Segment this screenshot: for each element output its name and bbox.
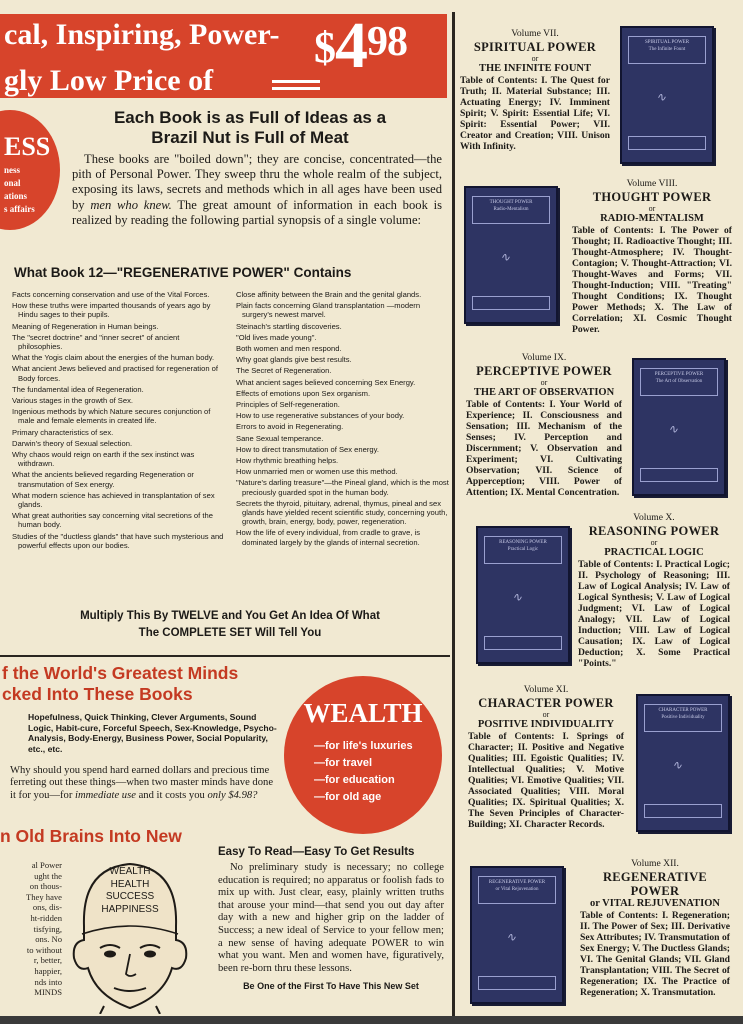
volume-contents: Table of Contents: I. Practical Logic; II. Psychology of Reasoning; III. Law of Logical Analysis; IV. Law of Logical Synthesis; V. Law of Logical Judgment; VI. Law of Logical Analogy; VII. Law of Logical Induction; VIII. Law of Logical Causation; IX. Law of Logical Deduction; X. Some Practical "Points."	[578, 558, 730, 670]
volume-subtitle: THE INFINITE FOUNT	[478, 62, 592, 74]
cover-title	[478, 876, 556, 904]
contents-item: Secrets the thyroid, pituitary, adrenal, thymus, pineal and sex glands have yielded recent scientific study, concerning youth, growth, brain, energy, body, power, regeneration.	[236, 498, 448, 527]
price	[314, 8, 407, 84]
contents-item: Plain facts concerning Gland transplantation —modern surgery's newest marvel.	[236, 301, 421, 320]
multiply-callout	[30, 608, 430, 642]
why-paragraph	[10, 765, 278, 802]
side-fragment: tisfying,	[33, 923, 62, 934]
book-cover-viii	[464, 186, 558, 324]
wealth-title: WEALTH	[303, 698, 423, 728]
side-fragment: r, better,	[33, 955, 62, 966]
book12-heading: What Book 12—"REGENERATIVE POWER" Contains	[14, 265, 352, 280]
contents-item: Why goat glands give best results.	[236, 355, 352, 365]
greatest-line-1: f the World's Greatest Minds	[2, 663, 239, 683]
easy-footer: Be One of the First To Have This New Set	[243, 981, 419, 992]
contents-item: "Nature's darling treasure"—the Pineal gland, which is the most preciously guarded spot in the human body.	[236, 478, 449, 497]
headline	[80, 108, 420, 148]
cover-title-text: SPIRITUAL POWER	[644, 40, 690, 45]
cover-emblem-icon: ∿	[672, 758, 683, 772]
side-fragment: al Power	[31, 860, 62, 870]
volume-xii	[580, 858, 730, 998]
ess-circle	[0, 110, 60, 230]
cover-title	[628, 36, 706, 64]
greatest-minds-heading	[2, 663, 238, 705]
side-fragment: They have	[25, 891, 62, 902]
contents-item: How rhythmic breathing helps.	[236, 456, 339, 466]
volume-subtitle: THE ART OF OBSERVATION	[473, 386, 615, 398]
cover-title-text: THOUGHT POWER	[489, 200, 533, 205]
old-brains-heading: n Old Brains Into New	[0, 826, 182, 846]
volume-contents: Table of Contents: I. Regeneration; II. The Power of Sex; III. Derivative Sex Attributes; IV. Transmutation of Sex Energy; V. The Ductless Glands; VI. The Genital Glands; VII. Gland Transplantation; VIII. The Secret of Regeneration; IX. The Practice of Regeneration; X. Transmutation.	[580, 909, 730, 999]
easy-body: No preliminary study is necessary; no college education is required; no apparatus or foolish fads to mix up with. Just clear, easy, plainly written truths that arouse your mind—that send you out day after day with a new and higher grip on the ladder of Success; a new ideal of Service to your fellow men; a new sense of having adequate POWER to win what you want. Men and women have, figuratively, been re-born thru these lessons.	[218, 862, 444, 974]
cover-title	[644, 704, 722, 732]
bottom-edge	[0, 1016, 743, 1024]
traits-list: Hopefulness, Quick Thinking, Clever Arguments, Sound Logic, Habit-cure, Forceful Speech, Sex-Knowledge, Psycho-Analysis, Body-Energy, Business Power, Social Popularity, etc., etc.	[28, 712, 277, 754]
cover-bottom-panel	[472, 296, 550, 310]
volume-subtitle: RADIO-MENTALISM	[600, 212, 704, 224]
volume-contents: Table of Contents: I. The Quest for Truth; II. Material Substance; III. Actuating Energy; IV. Imminent Spirit; V. Spirit: Essential Life; VI. Spirit: Essential Power; VII. Creator and Creation; VIII. Unison With Infinity.	[460, 74, 610, 153]
volume-number: Volume XI.	[523, 684, 569, 695]
contents-item: Principles of Self-regeneration.	[236, 400, 340, 410]
cover-title	[472, 196, 550, 224]
ess-line: ness	[4, 165, 21, 175]
cover-bottom-panel	[628, 136, 706, 150]
headline-line-2: Brazil Nut is Full of Meat	[151, 128, 349, 147]
intro-emphasis: men who knew.	[90, 197, 172, 212]
section-divider	[0, 655, 450, 657]
price-dollar: $	[314, 23, 335, 72]
easy-heading: Easy To Read—Easy To Get Results	[218, 846, 415, 858]
head-label: WEALTH	[109, 866, 151, 877]
cover-sub-text: Radio-Mentalism	[493, 207, 529, 212]
book-cover-x	[476, 526, 570, 664]
multiply-line-2: The COMPLETE SET Will Tell You	[138, 627, 322, 639]
wealth-list	[314, 738, 413, 806]
head-label: HAPPINESS	[101, 903, 159, 915]
banner-dash	[272, 80, 320, 90]
volume-or: or	[540, 377, 548, 387]
volume-title: THOUGHT POWER	[592, 189, 712, 204]
cover-sub-text: Positive Individuality	[661, 715, 705, 720]
book-cover-ix	[632, 358, 726, 496]
side-fragment: ht-ridden	[30, 912, 62, 923]
contents-item: Why chaos would reign on earth if the sex instinct was withdrawn.	[12, 450, 195, 469]
cover-emblem-icon: ∿	[500, 250, 511, 264]
greatest-line-2: cked Into These Books	[2, 684, 193, 704]
cover-bottom-panel	[478, 976, 556, 990]
cover-title-text: REGENERATIVE POWER	[488, 880, 546, 885]
volume-number: Volume X.	[633, 512, 675, 523]
volume-title: CHARACTER POWER	[478, 695, 614, 710]
volume-number: Volume VIII.	[626, 178, 678, 189]
banner-line-2: gly Low Price of	[4, 64, 214, 97]
wealth-item: —for life's luxuries	[314, 740, 413, 752]
volume-viii	[572, 178, 732, 336]
easy-to-read-section	[218, 846, 444, 991]
volume-title: PERCEPTIVE POWER	[476, 363, 612, 378]
headline-line-1: Each Book is as Full of Ideas as a	[113, 108, 387, 127]
contents-item: What great authorities say concerning vital secretions of the human body.	[12, 511, 213, 530]
contents-item: How to use regenerative substances of your body.	[236, 411, 405, 421]
ess-line: ations	[4, 191, 28, 201]
ess-circle-lines	[4, 164, 35, 216]
contents-item: Both women and men respond.	[236, 344, 342, 354]
contents-item: Effects of emotions upon Sex organism.	[236, 388, 371, 398]
book12-contents-right	[236, 290, 450, 549]
volume-subtitle: or VITAL REJUVENATION	[590, 897, 720, 909]
cover-bottom-panel	[644, 804, 722, 818]
book-cover-xi	[636, 694, 730, 832]
why-text: Why should you spend hard earned dollars and precious time ferreting out these things—when two master minds have done it for you—for	[10, 765, 274, 801]
side-fragment: MINDS	[34, 987, 62, 998]
contents-item: Errors to avoid in Regenerating.	[236, 422, 344, 432]
multiply-line-1: Multiply This By TWELVE and You Get An Idea Of What	[80, 610, 380, 622]
volume-title: REASONING POWER	[588, 523, 720, 538]
volume-number: Volume VII.	[511, 28, 559, 39]
side-fragment: nds into	[34, 976, 62, 987]
contents-item: Darwin's theory of Sexual selection.	[12, 438, 133, 448]
contents-item: How to direct transmutation of Sex energy.	[236, 444, 379, 454]
volume-or: or	[531, 53, 539, 63]
side-fragment: on thous-	[29, 881, 62, 892]
volume-contents: Table of Contents: I. Your World of Experience; II. Consciousness and Sensation; III. Mechanism of the Senses; IV. Perception and Discernment; V. Observation and Experiment; VI. Cultivating Observation; VII. Science of Apperception; VIII. Power of Attention; IX. Mental Concentration.	[466, 398, 622, 499]
cover-title-text: CHARACTER POWER	[658, 708, 708, 713]
contents-item: Ingenious methods by which Nature secures conjunction of male and female elements in created life.	[12, 407, 211, 426]
volume-x	[578, 512, 730, 670]
cover-title	[640, 368, 718, 396]
contents-item: Various stages in the growth of Sex.	[12, 396, 134, 406]
cropped-side-text	[0, 860, 62, 998]
contents-item: What the Yogis claim about the energies of the human body.	[12, 353, 215, 363]
volume-subtitle: PRACTICAL LOGIC	[604, 546, 704, 558]
cover-title	[484, 536, 562, 564]
cover-emblem-icon: ∿	[506, 930, 517, 944]
volume-number: Volume IX.	[521, 352, 567, 363]
contents-item: The fundamental idea of Regeneration.	[12, 384, 144, 394]
contents-item: Steinach's startling discoveries.	[236, 321, 342, 331]
cover-title-text: PERCEPTIVE POWER	[654, 372, 704, 377]
intro-paragraph	[72, 152, 442, 228]
why-emphasis: immediate use	[75, 789, 136, 801]
cover-title-text: REASONING POWER	[499, 540, 547, 545]
volume-title: SPIRITUAL POWER	[473, 39, 597, 54]
contents-item: Close affinity between the Brain and the genital glands.	[236, 290, 422, 299]
cover-emblem-icon: ∿	[668, 422, 679, 436]
wealth-item: —for old age	[314, 791, 382, 803]
column-divider	[452, 12, 455, 1016]
contents-item: Primary characteristics of sex.	[12, 427, 114, 437]
volume-vii	[460, 28, 610, 152]
volume-contents: Table of Contents: I. The Power of Thought; II. Radioactive Thought; III. Thought-Atmosphere; IV. Thought-Contagion; V. Thought-Attraction; VI. Thought-Waves and Forms; VII. Thought-Induction; VIII. "Treating" Thought Conditions; IX. Thought Power Methods; X. The Law of Correlation; XI. Cosmic Thought Power.	[572, 224, 732, 336]
contents-item: What ancient sages believed concerning Sex Energy.	[236, 377, 416, 387]
price-cents: 98	[367, 19, 407, 65]
wealth-item: —for education	[314, 774, 395, 786]
volume-ix	[466, 352, 622, 498]
volume-or: or	[542, 709, 550, 719]
why-text-2: and it costs you	[135, 789, 208, 801]
side-fragment: happier,	[34, 965, 62, 976]
volume-number: Volume XII.	[631, 858, 679, 869]
price-banner	[0, 9, 447, 98]
contents-item: Sane Sexual temperance.	[236, 433, 324, 443]
contents-item: What the ancients believed regarding Regeneration or transmutation of Sex energy.	[12, 470, 194, 489]
head-labels	[84, 866, 176, 916]
contents-item: How unmarried men or women use this method.	[236, 467, 398, 477]
cover-sub-text: The Infinite Fount	[648, 47, 686, 52]
cover-sub-text: or Vital Rejuvenation	[495, 887, 539, 892]
wealth-item: —for travel	[314, 757, 373, 769]
cover-bottom-panel	[640, 468, 718, 482]
contents-item: Studies of the "ductless glands" that have such mysterious and powerful effects upon our bodies.	[12, 531, 224, 550]
ess-line: s affairs	[4, 204, 35, 214]
side-fragment: to without	[26, 944, 62, 955]
contents-item: "Old lives made young".	[236, 332, 317, 342]
cover-sub-text: The Art of Observation	[655, 379, 703, 384]
volume-subtitle: POSITIVE INDIVIDUALITY	[477, 718, 615, 730]
contents-item: The "secret doctrine" and "inner secret" of ancient philosophies.	[12, 332, 180, 352]
cover-bottom-panel	[484, 636, 562, 650]
head-label: SUCCESS	[105, 891, 155, 902]
intro-text-end: The great amount of information in each book is realized by reading the following partial synopsis of a single volume:	[72, 197, 442, 227]
book-cover-vii	[620, 26, 714, 164]
cover-sub-text: Practical Logic	[507, 547, 539, 552]
contents-item: How these truths were imparted thousands of years ago by Hindu sages to their pupils.	[12, 301, 211, 320]
volume-contents: Table of Contents: I. Springs of Character; II. Positive and Negative Qualities; III. Egoistic Qualities; IV. Intellectual Qualities; V. Motive Qualities; VI. Emotive Qualities; VII. Associated Qualities; VIII. Moral Qualities; IX. Spiritual Qualities; X. The Seven Principles of Character-Building; XI. Character Records.	[468, 730, 624, 831]
book12-contents-left	[12, 290, 224, 552]
volume-or: or	[650, 537, 658, 547]
contents-item: Meaning of Regeneration in Human beings.	[12, 321, 159, 331]
banner-line-1: cal, Inspiring, Power-	[4, 18, 280, 51]
contents-item: The Secret of Regeneration.	[236, 366, 332, 376]
contents-item: Facts concerning conservation and use of the Vital Forces.	[12, 290, 210, 299]
side-fragment: ught the	[34, 870, 62, 881]
ess-circle-title: ESS	[4, 132, 51, 161]
volume-title: REGENERATIVE POWER	[602, 869, 708, 898]
cover-emblem-icon: ∿	[656, 90, 667, 104]
book-cover-xii	[470, 866, 564, 1004]
why-price: only $4.98?	[207, 789, 258, 801]
head-label: HEALTH	[110, 878, 150, 890]
contents-item: What modern science has achieved in transplantation of sex glands.	[12, 490, 215, 510]
cover-emblem-icon: ∿	[512, 590, 523, 604]
price-whole: 4	[335, 9, 367, 82]
contents-item: How the life of every individual, from cradle to grave, is dominated largely by the glands of internal secretion.	[236, 528, 421, 547]
volume-or: or	[648, 203, 656, 213]
intro-text: These books are "boiled down"; they are concise, concentrated—the pith of Personal Power. They sweep thru the whole realm of the subject, exposing its laws, secrets and methods which in all ages have been used by	[72, 152, 442, 212]
wealth-circle	[284, 676, 442, 834]
volume-xi	[468, 684, 624, 830]
contents-item: What ancient Jews believed and practised for regeneration of Body forces.	[12, 364, 218, 383]
side-fragment: ons. No	[35, 934, 62, 945]
side-fragment: ons, dis-	[32, 902, 62, 913]
ess-line: onal	[4, 178, 21, 188]
